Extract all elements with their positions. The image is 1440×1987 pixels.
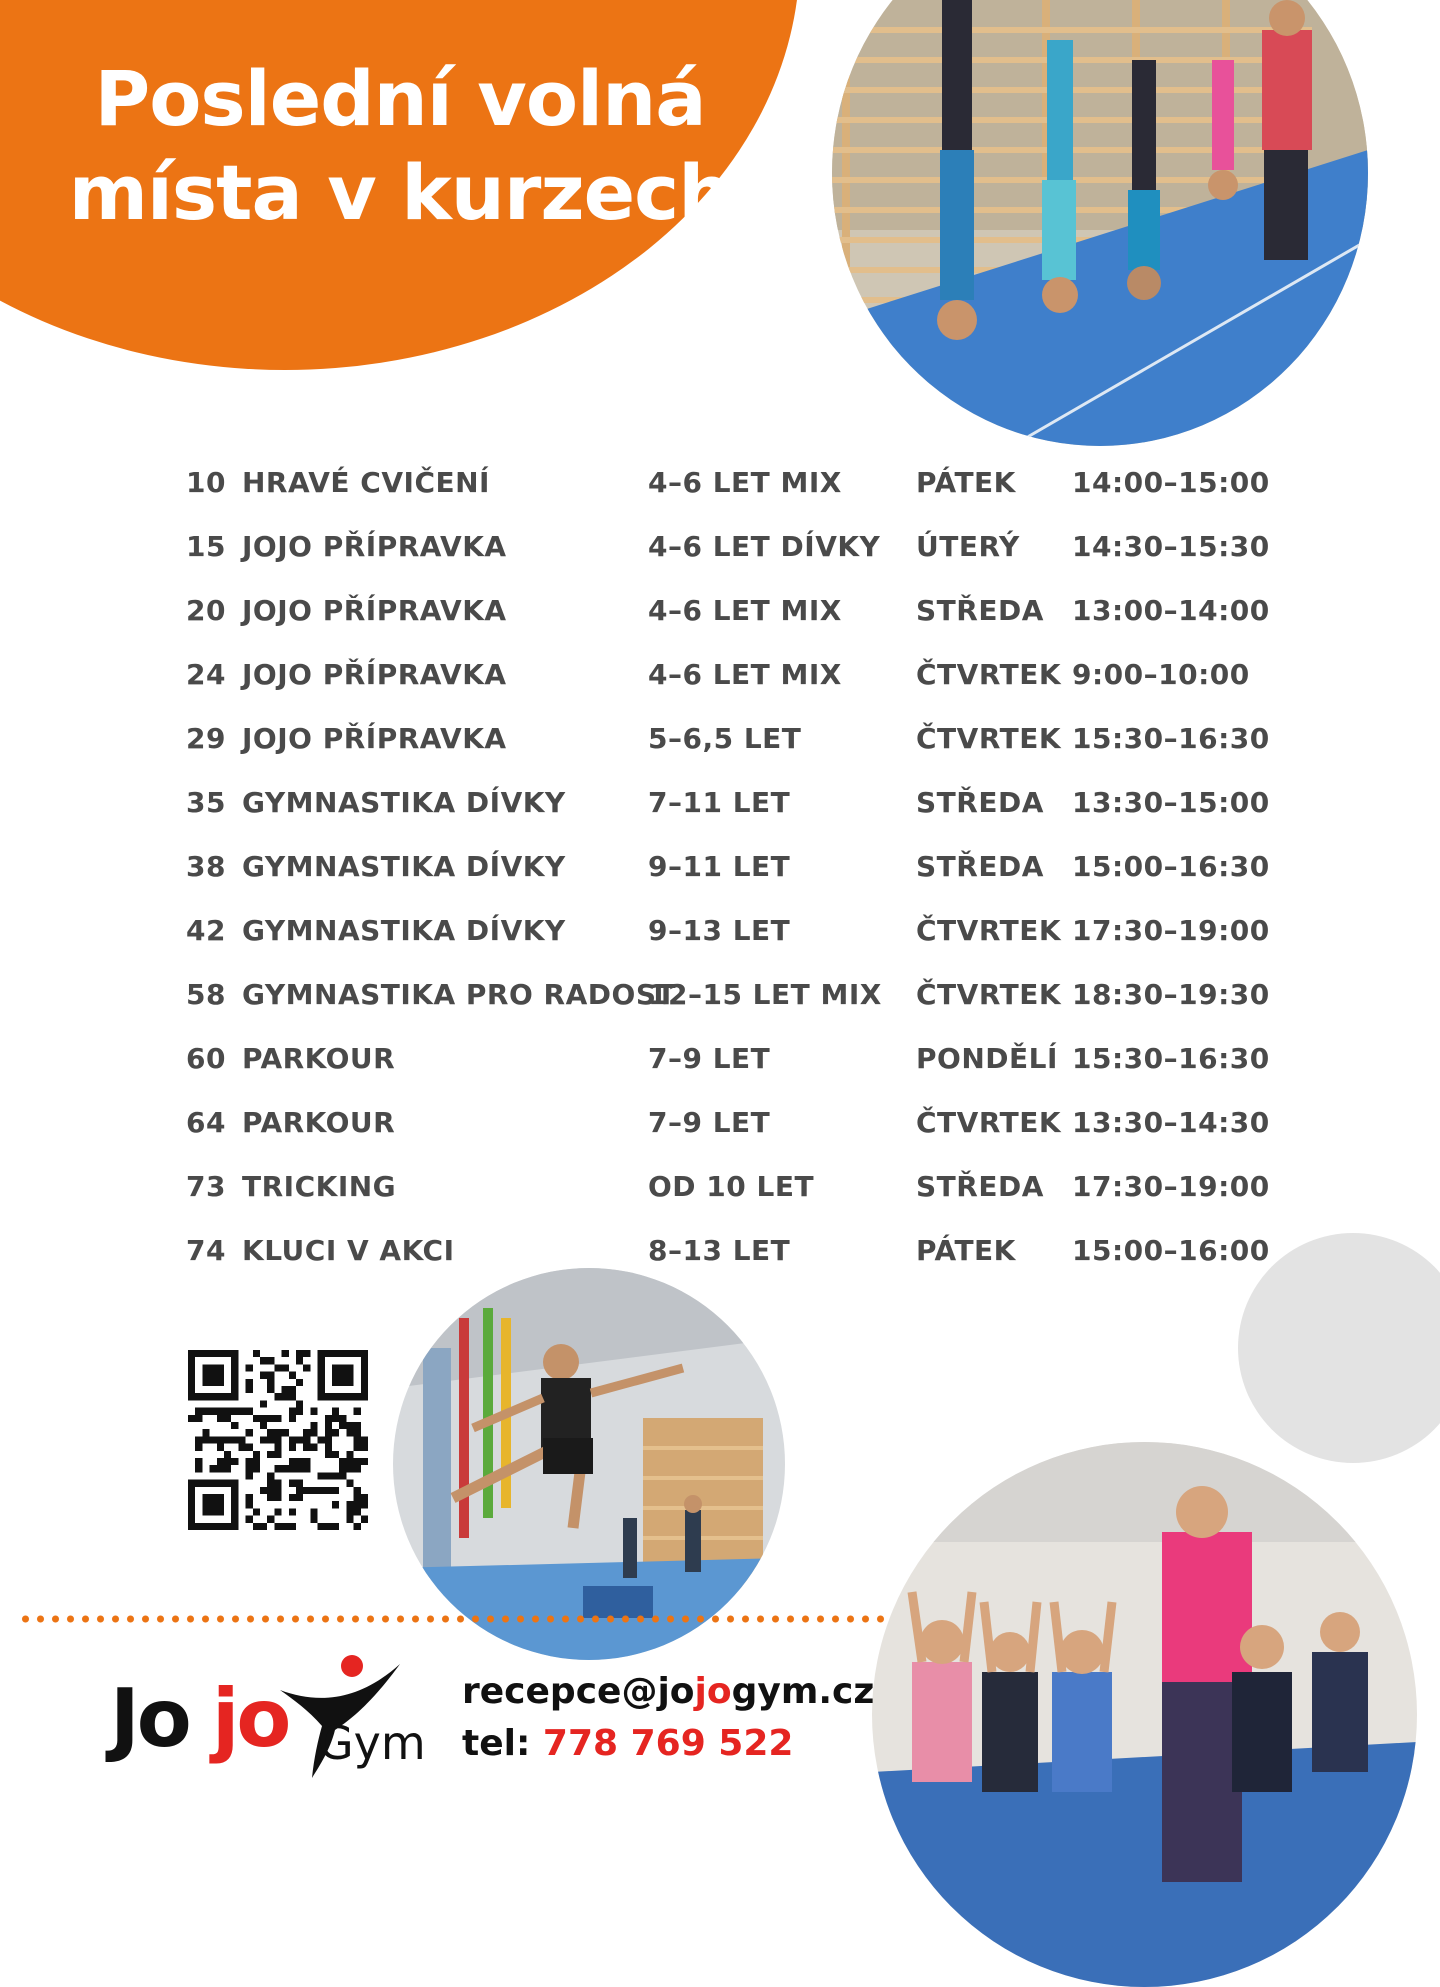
course-row: [186, 1094, 1276, 1158]
course-day: STŘEDA: [916, 594, 1044, 627]
email-highlight: jo: [694, 1671, 732, 1712]
email-prefix: recepce@jo: [462, 1671, 695, 1712]
jojogym-logo[interactable]: [110, 1650, 430, 1780]
course-time: 15:30–16:30: [1072, 1042, 1270, 1075]
course-age: 7–11 LET: [648, 786, 791, 819]
course-day: PONDĚLÍ: [916, 1042, 1058, 1075]
course-day: STŘEDA: [916, 1170, 1044, 1203]
course-time: 15:00–16:00: [1072, 1234, 1270, 1267]
course-age: 4–6 LET MIX: [648, 466, 842, 499]
course-age: 9–13 LET: [648, 914, 791, 947]
course-age: 7–9 LET: [648, 1042, 771, 1075]
course-age: 4–6 LET MIX: [648, 594, 842, 627]
course-day: STŘEDA: [916, 786, 1044, 819]
course-age: 5–6,5 LET: [648, 722, 802, 755]
course-age: 4–6 LET DÍVKY: [648, 530, 881, 563]
course-row: [186, 838, 1276, 902]
course-day: ČTVRTEK: [916, 978, 1062, 1011]
jumping-boy-photo: [393, 1268, 785, 1660]
course-name: TRICKING: [242, 1170, 397, 1203]
course-row: [186, 966, 1276, 1030]
course-day: PÁTEK: [916, 466, 1016, 499]
contact-info: [462, 1666, 874, 1770]
course-time: 17:30–19:00: [1072, 914, 1270, 947]
course-time: 18:30–19:30: [1072, 978, 1270, 1011]
course-row: [186, 518, 1276, 582]
course-name: JOJO PŘÍPRAVKA: [242, 594, 507, 627]
course-day: ČTVRTEK: [916, 722, 1062, 755]
course-number: 24: [186, 658, 226, 691]
course-number: 15: [186, 530, 226, 563]
course-time: 13:30–15:00: [1072, 786, 1270, 819]
course-time: 14:00–15:00: [1072, 466, 1270, 499]
course-day: ČTVRTEK: [916, 1106, 1062, 1139]
course-number: 10: [186, 466, 226, 499]
course-time: 9:00–10:00: [1072, 658, 1250, 691]
course-time: 13:00–14:00: [1072, 594, 1270, 627]
course-name: JOJO PŘÍPRAVKA: [242, 530, 507, 563]
phone-line[interactable]: [462, 1718, 874, 1770]
kids-with-coach-photo: [872, 1442, 1417, 1987]
page-title: [40, 52, 760, 240]
course-name: JOJO PŘÍPRAVKA: [242, 722, 507, 755]
course-time: 15:30–16:30: [1072, 722, 1270, 755]
course-age: 9–11 LET: [648, 850, 791, 883]
course-name: JOJO PŘÍPRAVKA: [242, 658, 507, 691]
course-name: GYMNASTIKA DÍVKY: [242, 850, 566, 883]
course-day: PÁTEK: [916, 1234, 1016, 1267]
title-line-1: Poslední volná: [94, 54, 706, 143]
course-row: [186, 646, 1276, 710]
course-name: GYMNASTIKA DÍVKY: [242, 914, 566, 947]
course-number: 58: [186, 978, 226, 1011]
course-age: 4–6 LET MIX: [648, 658, 842, 691]
dotted-divider: [18, 1614, 890, 1624]
course-age: 7–9 LET: [648, 1106, 771, 1139]
course-row: [186, 1158, 1276, 1222]
logo-gym-text: Gym: [318, 1716, 426, 1770]
course-day: STŘEDA: [916, 850, 1044, 883]
course-name: KLUCI V AKCI: [242, 1234, 455, 1267]
course-schedule: [186, 454, 1276, 1286]
course-number: 35: [186, 786, 226, 819]
title-line-2: místa v kurzech: [68, 148, 732, 237]
course-time: 14:30–15:30: [1072, 530, 1270, 563]
course-row: [186, 1222, 1276, 1286]
course-time: 15:00–16:30: [1072, 850, 1270, 883]
course-name: GYMNASTIKA PRO RADOST: [242, 978, 677, 1011]
course-number: 38: [186, 850, 226, 883]
course-time: 17:30–19:00: [1072, 1170, 1270, 1203]
course-row: [186, 774, 1276, 838]
course-time: 13:30–14:30: [1072, 1106, 1270, 1139]
course-number: 73: [186, 1170, 226, 1203]
course-day: ČTVRTEK: [916, 914, 1062, 947]
course-row: [186, 582, 1276, 646]
logo-jo-black: Jo: [110, 1672, 189, 1765]
course-row: [186, 710, 1276, 774]
course-age: OD 10 LET: [648, 1170, 815, 1203]
course-row: [186, 902, 1276, 966]
course-number: 29: [186, 722, 226, 755]
handstand-photo: [832, 0, 1368, 446]
course-day: ČTVRTEK: [916, 658, 1062, 691]
email-link[interactable]: [462, 1666, 874, 1718]
qr-code[interactable]: [188, 1350, 368, 1530]
course-name: GYMNASTIKA DÍVKY: [242, 786, 566, 819]
logo-jo-red: jo: [212, 1672, 289, 1765]
course-number: 20: [186, 594, 226, 627]
course-name: PARKOUR: [242, 1106, 396, 1139]
course-number: 60: [186, 1042, 226, 1075]
course-number: 74: [186, 1234, 226, 1267]
course-row: [186, 454, 1276, 518]
course-age: 8–13 LET: [648, 1234, 791, 1267]
course-name: HRAVÉ CVIČENÍ: [242, 466, 490, 499]
email-suffix: gym.cz: [731, 1671, 875, 1712]
phone-number: 778 769 522: [542, 1723, 794, 1764]
course-row: [186, 1030, 1276, 1094]
course-age: 12–15 LET MIX: [648, 978, 882, 1011]
course-number: 42: [186, 914, 226, 947]
course-number: 64: [186, 1106, 226, 1139]
course-name: PARKOUR: [242, 1042, 396, 1075]
course-day: ÚTERÝ: [916, 530, 1020, 563]
phone-label: tel:: [462, 1723, 531, 1764]
